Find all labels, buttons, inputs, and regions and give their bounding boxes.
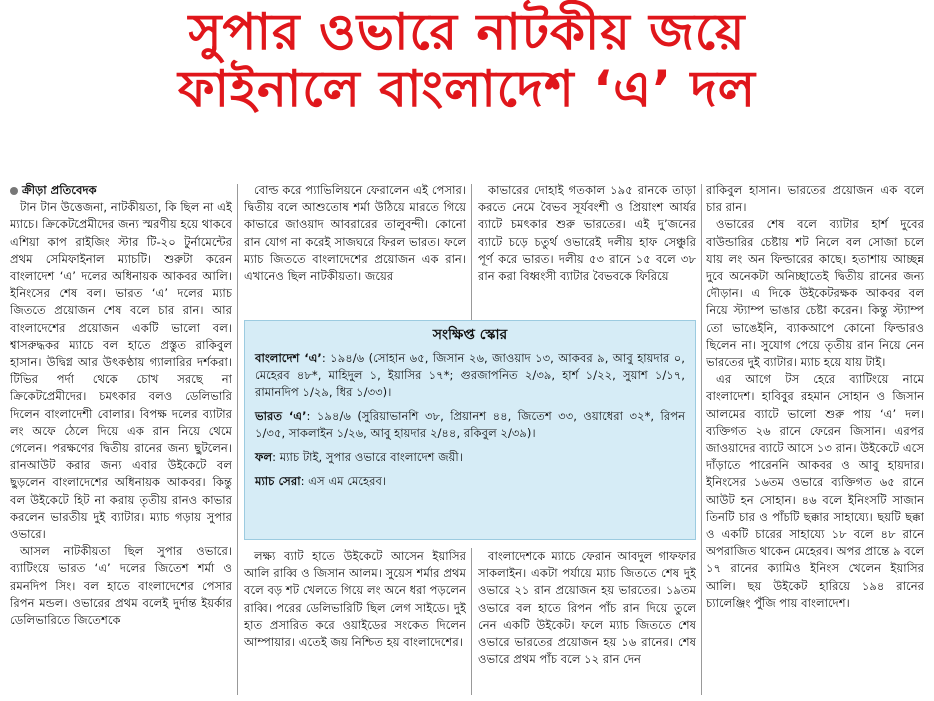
article-column-2-top [244, 182, 466, 322]
mom-text: : এস এম মেহেরব। [300, 474, 387, 488]
india-label: ভারত ‘এ’ [255, 409, 307, 423]
score-summary-title: সংক্ষিপ্ত স্কোর [432, 327, 508, 343]
result-label: ফল [255, 450, 273, 464]
paragraph: কাভারের দোহাই গতকাল ১৯৫ রানকে তাড়া করতে নেমে বৈভব সূর্যবংশী ও প্রিয়াংশ আর্যর ব্যাটে চমৎকার শুরু ভারতের। এই দু’জনের ব্যাটে চড়ে চতুর্থ ওভারেই দলীয় হাফ সেঞ্চুরি পূর্ণ করে ভারত। দলীয় ৫৩ রানে ১৫ বলে ৩৮ রান করা বিধ্বংসী ব্যাটার বৈভবকে ফিরিয়ে [478, 183, 696, 284]
headline [0, 3, 934, 118]
byline-text: ক্রীড়া প্রতিবেদক [22, 183, 97, 197]
bangladesh-score [255, 350, 685, 401]
bangladesh-score-text: : ১৯৪/৬ (সোহান ৬৫, জিসান ২৬, জাওয়াদ ১৩, আকবর ৯, আবু হায়দার ০, মেহেরব ৪৮*, মাহিদুল ১, ইয়াসির ১৭*; গুরজাপনিত ২/৩৯, হার্শ ১/২২, সুয়াশ ১/১৭, রামানদিপ ১/২৯, ধির ১/৩৩)। [255, 351, 685, 399]
headline-line-1: সুপার ওভারে নাটকীয় জয়ে [188, 3, 746, 61]
result-text: : ম্যাচ টাই, সুপার ওভারে বাংলাদেশ জয়ী। [272, 450, 463, 464]
byline [10, 182, 232, 199]
bangladesh-label: বাংলাদেশ ‘এ’ [255, 351, 322, 365]
headline-line-2: ফাইনালে বাংলাদেশ ‘এ’ দল [177, 59, 757, 118]
mom-label: ম্যাচ সেরা [255, 474, 301, 488]
column-divider [471, 548, 472, 695]
article-column-2-bottom [244, 548, 466, 695]
india-score [255, 408, 685, 442]
column-divider [701, 184, 702, 695]
column-divider [471, 184, 472, 324]
column-divider [237, 184, 238, 695]
match-result [255, 449, 685, 466]
paragraph: এর আগে টস হেরে ব্যাটিংয়ে নামে বাংলাদেশ। হাবিবুর রহমান সোহান ও জিসান আলমের ব্যাটে ভালো শুরু পায় ‘এ’ দল। ব্যক্তিগত ২৬ রানে ফেরেন জিসান। এরপর জাওয়াদের ব্যাটে আসে ১৩ রান। উইকেটে এসে দাঁড়াতে পারেননি আকবর ও আবু হায়দার। ইনিংসের ১৬তম ওভারে ব্যক্তিগত ৬৫ রানে আউট হন সোহান। ৪৬ বলে ইনিংসটি সাজান তিনটি চার ও পাঁচটি ছক্কার সাহায্যে। ছয়টি ছক্কা ও একটি চারের সাহায্যে ১৮ বলে ৪৮ রানে অপরাজিত থাকেন মেহেরব। অপর প্রান্তে ৯ বলে ১৭ রানের ক্যামিও ইনিংস খেলেন ইয়াসির আলি। ছয় উইকেট হারিয়ে ১৯৪ রানের চ্যালেঞ্জিং পুঁজি পায় বাংলাদেশ। [706, 372, 924, 610]
bullet-icon [10, 187, 18, 195]
paragraph: বোল্ড করে প্যাভিলিয়নে ফেরালেন এই পেসার। দ্বিতীয় বলে আশুতোষ শর্মা উঠিয়ে মারতে গিয়ে কাভারে জাওয়াদ আবরারের তালুবন্দী। কোনো রান যোগ না করেই সাজঘরে ফিরল ভারত। ফলে ম্যাচ জিততে বাংলাদেশের প্রয়োজন এক রান। এখানেও ছিল নাটকীয়তা। জয়ের [244, 183, 466, 284]
paragraph: রাকিবুল হাসান। ভারতের প্রয়োজন এক বলে চার রান। [706, 183, 924, 215]
paragraph: লক্ষ্য ব্যাট হাতে উইকেটে আসেন ইয়াসির আলি রাব্বি ও জিসান আলম। সুয়েস শর্মার প্রথম বলে বড় শট খেলতে গিয়ে লং অনে ধরা পড়লেন রাব্বি। পরের ডেলিভারিটি ছিল লেগ সাইডে। দুই হাত প্রসারিত করে ওয়াইডের সংকেত দিলেন আম্পায়ার। এতেই জয় নিশ্চিত হয় বাংলাদেশের। [244, 549, 466, 650]
article-column-3-bottom [478, 548, 696, 695]
man-of-the-match [255, 473, 685, 490]
article-column-1 [10, 182, 232, 695]
india-score-text: : ১৯৪/৬ (সুরিয়াভানশি ৩৮, প্রিয়ানশ ৪৪, জিতেশ ৩৩, ওয়াধেরা ৩২*, রিপন ১/৩৫, সাকলাইন ১/২৬, আবু হায়দার ২/৪৪, রকিবুল ২/৩৯)। [255, 409, 685, 440]
article-column-4 [706, 182, 924, 695]
paragraph: ওভারের শেষ বলে ব্যাটার হার্শ দুবের বাউন্ডারির চেষ্টায় শট নিলে বল সোজা চলে যায় লং অন ফিল্ডারের কাছে। হতাশায় আচ্ছন্ন দুবে অনেকটা অনিচ্ছাতেই দ্বিতীয় রানের জন্য দৌড়ান। এ দিকে উইকেটরক্ষক আকবর বল নিয়ে স্ট্যাম্প ভাঙার চেষ্টা করেন। কিন্তু স্ট্যাম্প তো ভাঙেইনি, ব্যাকআপে কোনো ফিল্ডারও ছিলেন না। সুযোগ পেয়ে তৃতীয় রান নিয়ে নেন ভারতের দুই ব্যাটার। ম্যাচ হয়ে যায় টাই। [706, 217, 924, 370]
paragraph: আসল নাটকীয়তা ছিল সুপার ওভারে। ব্যাটিংয়ে ভারত ‘এ’ দলের জিতেশ শর্মা ও রমনদিপ সিং। বল হাতে বাংলাদেশের পেসার রিপন মন্ডল। ওভারের প্রথম বলেই দুর্দান্ত ইয়র্কার ডেলিভারিতে জিতেশকে [10, 544, 232, 628]
paragraph: টান টান উত্তেজনা, নাটকীয়তা, কি ছিল না এই ম্যাচে। ক্রিকেটপ্রেমীদের জন্য স্মরণীয় হয়ে থাকবে এশিয়া কাপ রাইজিং স্টার টি-২০ টুর্নামেন্টের প্রথম সেমিফাইনাল ম্যাচটি। শুরুটা করেন বাংলাদেশ ‘এ’ দলের অধিনায়ক আকবর আলি। ইনিংসের শেষ বল। ভারত ‘এ’ দলের ম্যাচ জিততে প্রয়োজন শেষ বলে চার রান। আর বাংলাদেশের প্রয়োজন একটি ভালো বল। শ্বাসরুদ্ধকর ম্যাচে বল হাতে প্রস্তুত রাকিবুল হাসান। উদ্বিগ্ন আর উৎকণ্ঠায় গ্যালারির দর্শকরা। টিভির পর্দা থেকে চোখ সরছে না ক্রিকেটপ্রেমীদের। চমৎকার বলও ডেলিভারি দিলেন বাংলাদেশী বোলার। বিপক্ষ দলের ব্যাটার লং অফে ঠেলে দিয়ে এক রান নিয়ে থেমে গেলেন। পরক্ষণের দ্বিতীয় রানের জন্য ছুটলেন। রানআউট করার জন্য এবার উইকেটে বল ছুড়লেন বাংলাদেশের অধিনায়ক আকবর। কিন্তু বল উইকেটে হিট না করায় তৃতীয় রানও কাভার করলেন ভারতীয় দুই ব্যাটার। ম্যাচ গড়ায় সুপার ওভারে। [10, 200, 232, 542]
article-column-3-top [478, 182, 696, 322]
score-summary-box [244, 320, 696, 540]
paragraph: বাংলাদেশকে ম্যাচে ফেরান আবদুল গাফফার সাকলাইন। একটা পর্যায়ে ম্যাচ জিততে শেষ দুই ওভারে ২১ রান প্রয়োজন হয় ভারতের। ১৯তম ওভারে বল হাতে রিপন পাঁচ রান দিয়ে তুলে নেন একটি উইকেট। ফলে ম্যাচ জিততে শেষ ওভারে ভারতের প্রয়োজন হয় ১৬ রানের। শেষ ওভারে প্রথম পাঁচ বলে ১২ রান দেন [478, 549, 696, 667]
